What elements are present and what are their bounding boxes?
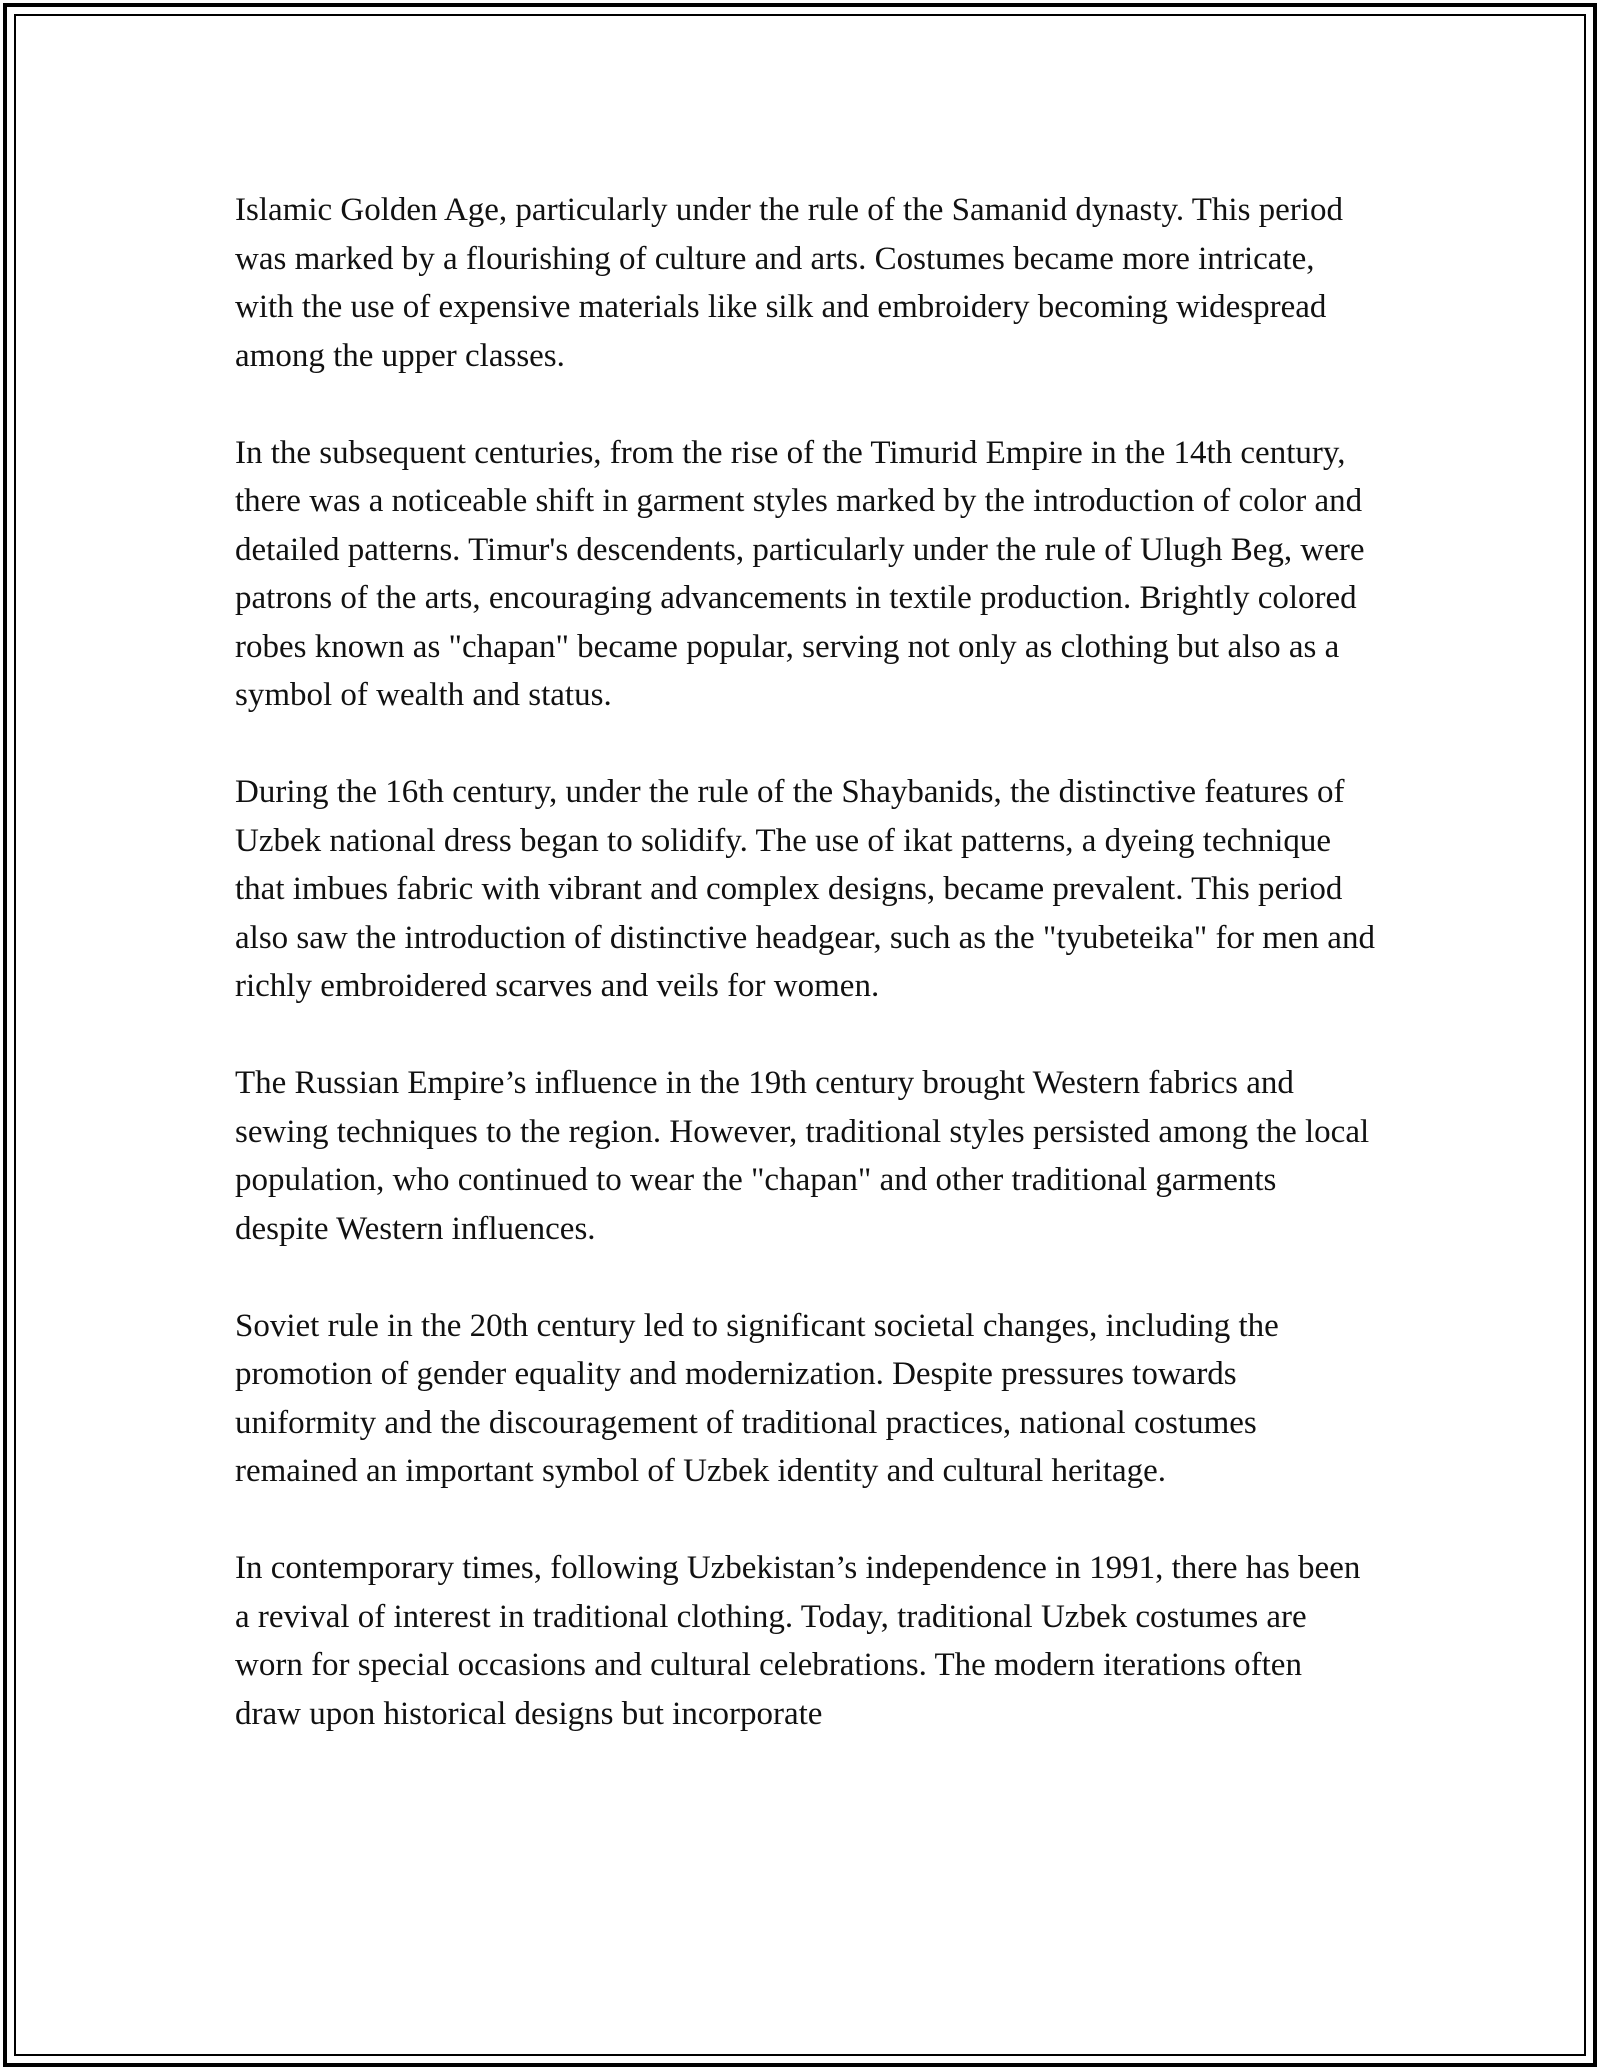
paragraph-russian-empire: The Russian Empire’s influence in the 19th century brought Western fabrics and sewing techniques to the region. However, traditional styles persisted among the local population, who continued to wear the "chapan" and other traditional garments despite Western influences. <box>235 1065 1370 1247</box>
document-body <box>235 186 1375 1738</box>
paragraph-shaybanid-era: During the 16th century, under the rule of the Shaybanids, the distinctive features of Uzbek national dress began to solidify. The use of ikat patterns, a dyeing technique that imbues fabric with vibrant and complex designs, became prevalent. This period also saw the introduction of distinctive headgear, such as the "tyubeteika" for men and richly embroidered scarves and veils for women. <box>235 774 1375 1004</box>
paragraph-samanid-era: Islamic Golden Age, particularly under the rule of the Samanid dynasty. This period was marked by a flourishing of culture and arts. Costumes became more intricate, with the use of expensive materials like silk and embroidery becoming widespread among the upper classes. <box>235 192 1343 374</box>
paragraph-contemporary: In contemporary times, following Uzbekistan’s independence in 1991, there has been a revival of interest in traditional clothing. Today, traditional Uzbek costumes are worn for special occasions and cultural celebrations. The modern iterations often draw upon historical designs but incorporate <box>235 1550 1361 1732</box>
paragraph-soviet-rule: Soviet rule in the 20th century led to significant societal changes, including the promotion of gender equality and modernization. Despite pressures towards uniformity and the discouragement of traditional practices, national costumes remained an important symbol of Uzbek identity and cultural heritage. <box>235 1307 1279 1489</box>
paragraph-timurid-era: In the subsequent centuries, from the rise of the Timurid Empire in the 14th century, there was a noticeable shift in garment styles marked by the introduction of color and detailed patterns. Timur's descendents, particularly under the rule of Ulugh Beg, were patrons of the arts, encouraging advancements in textile production. Brightly colored robes known as "chapan" became popular, serving not only as clothing but also as a symbol of wealth and status. <box>235 434 1365 713</box>
